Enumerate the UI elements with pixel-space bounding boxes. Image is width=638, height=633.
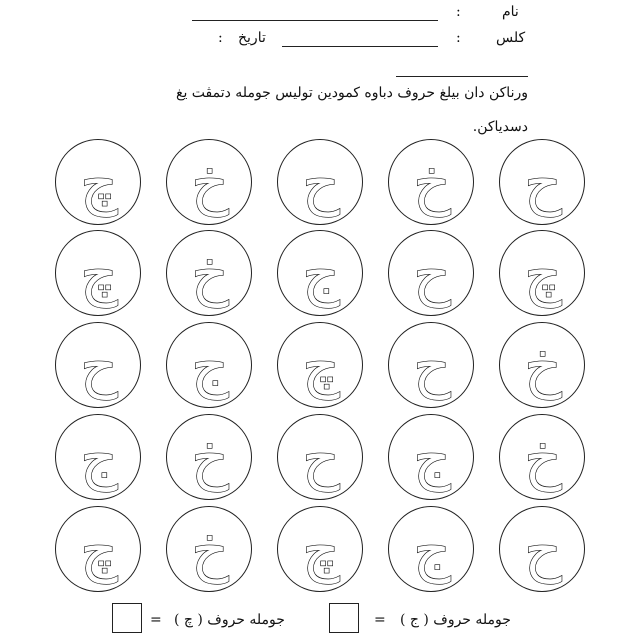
letter-circle[interactable] <box>499 414 585 500</box>
letter-circle[interactable] <box>388 414 474 500</box>
letter-circle[interactable] <box>499 322 585 408</box>
letter-glyph: ح <box>302 149 340 217</box>
letter-glyph: خ <box>191 516 229 584</box>
letter-circle[interactable] <box>166 230 252 316</box>
letter-circle[interactable] <box>166 139 252 225</box>
name-label: نام <box>502 4 519 20</box>
equals-sign-1: = <box>374 612 386 628</box>
letter-circle[interactable] <box>277 230 363 316</box>
letter-glyph: خ <box>524 332 562 400</box>
letter-circle[interactable] <box>277 139 363 225</box>
letter-circle[interactable] <box>55 506 141 592</box>
letter-circle[interactable] <box>388 322 474 408</box>
instruction-line-1: ورناکن دان بيلغ حروف دباوه کمودين توليس جومله دتمڤت يغ <box>176 85 528 101</box>
letter-circle[interactable] <box>499 506 585 592</box>
letter-circle[interactable] <box>388 230 474 316</box>
letter-glyph: چ <box>302 516 340 584</box>
letter-glyph: خ <box>191 149 229 217</box>
letter-circle[interactable] <box>55 230 141 316</box>
letter-glyph: ح <box>524 149 562 217</box>
letter-circle[interactable] <box>166 506 252 592</box>
letter-circle[interactable] <box>499 139 585 225</box>
letter-circle[interactable] <box>277 506 363 592</box>
letter-glyph: چ <box>80 516 118 584</box>
instruction-line-2: دسدياکن. <box>472 119 528 135</box>
count-box-1[interactable] <box>329 603 359 633</box>
letter-glyph: ج <box>191 332 229 400</box>
letter-glyph: ج <box>302 240 340 308</box>
class-label: کلس <box>496 30 526 46</box>
letter-circle[interactable] <box>499 230 585 316</box>
letter-circle[interactable] <box>277 322 363 408</box>
letter-glyph: خ <box>191 240 229 308</box>
equals-sign-2: = <box>150 612 162 628</box>
date-label: تاريخ <box>238 30 266 46</box>
letter-glyph: ج <box>413 516 451 584</box>
date-colon: : <box>218 30 223 46</box>
letter-glyph: ح <box>302 424 340 492</box>
letter-glyph: ج <box>80 424 118 492</box>
letter-circle[interactable] <box>166 322 252 408</box>
letter-glyph: خ <box>413 149 451 217</box>
letter-glyph: ح <box>80 332 118 400</box>
letter-circle[interactable] <box>55 322 141 408</box>
letter-glyph: چ <box>80 240 118 308</box>
class-colon: : <box>456 30 461 46</box>
letter-glyph: چ <box>80 149 118 217</box>
letter-glyph: خ <box>524 424 562 492</box>
letter-glyph: ج <box>413 424 451 492</box>
letter-glyph: چ <box>524 240 562 308</box>
letter-circle[interactable] <box>388 506 474 592</box>
letter-glyph: چ <box>302 332 340 400</box>
letter-circle[interactable] <box>55 414 141 500</box>
letter-glyph: خ <box>191 424 229 492</box>
letter-circle[interactable] <box>388 139 474 225</box>
letter-glyph: ح <box>524 516 562 584</box>
letter-glyph: ح <box>413 332 451 400</box>
letter-circle[interactable] <box>277 414 363 500</box>
name-colon: : <box>456 4 461 20</box>
count-label-ja: جومله حروف ( ج ) <box>400 612 511 628</box>
letter-glyph: ح <box>413 240 451 308</box>
count-label-cha: جومله حروف ( چ ) <box>174 612 285 628</box>
count-box-2[interactable] <box>112 603 142 633</box>
letter-circle[interactable] <box>55 139 141 225</box>
letter-circle[interactable] <box>166 414 252 500</box>
